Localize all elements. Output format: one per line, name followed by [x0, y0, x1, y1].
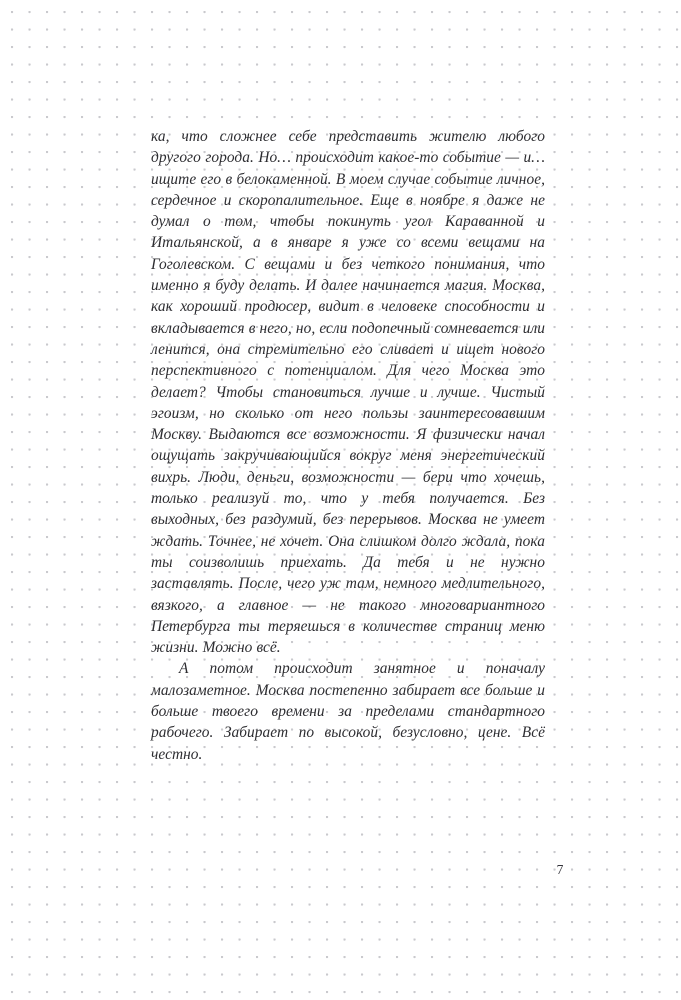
paragraph: ка, что сложнее себе представить жителю любого другого города. Но… происходит какое-то событие — и… ищите его в белокаменной. В моем случае событие личное, сердечное и скоропалительное. Еще в ноябре я даже не думал о том, чтобы покинуть угол Караванной и Итальянской, а в январе я уже со всеми вещами на Гоголевском. С вещами и без четкого понимания, что именно я буду делать. И далее начинается магия. Москва, как хороший продюсер, видит в человеке способности и вкладывается в него, но, если подопечный сомневается или ленится, она стремительно его сливает и ищет нового перспективного с потенциалом. Для чего Москва это делает? Чтобы становиться лучше и лучше. Чистый эгоизм, но сколько от него пользы заинтересовавшим Москву. Выдаются все возможности. Я физически начал ощущать закручивающийся вокруг меня энергетический вихрь. Люди, деньги, возможности — бери что хочешь, только реализуй то, что у тебя получается. Без выходных, без раздумий, без перерывов. Москва не умеет ждать. Точнее, не хочет. Она слишком долго ждала, пока ты соизволишь приехать. Да тебя и не нужно заставлять. После, чего уж там, немного медлительного, вязкого, а главное — не такого многовариантного Петербурга ты теряешься в количестве страниц меню жизни. Можно всё. — [151, 128, 545, 657]
paragraph: А потом происходит занятное и поначалу малозаметное. Москва постепенно забирает все больше и больше твоего времени за пределами стандартного рабочего. Забирает по высокой, безусловно, цене. Всё честно. — [151, 660, 545, 763]
body-text-column — [151, 126, 545, 765]
page-number: 7 — [556, 862, 564, 877]
